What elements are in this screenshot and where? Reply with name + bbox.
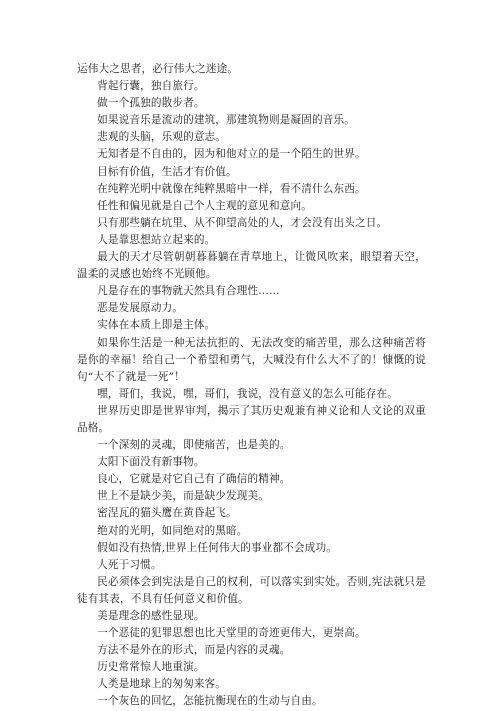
quote-paragraph: 密涅瓦的猫头鹰在黄昏起飞。 xyxy=(97,507,237,520)
quote-paragraph: 嘿，哥们，我说，嘿，哥们，我说，没有意义的怎么可能存在。 xyxy=(97,387,398,400)
quote-paragraph: 绝对的光明，如同绝对的黑暗。 xyxy=(97,524,248,537)
quote-paragraph: 历史常常惊人地重演。 xyxy=(97,661,205,674)
quote-paragraph: 美是理念的感性显现。 xyxy=(97,610,205,622)
quote-paragraph: 悲观的头脑，乐观的意志。 xyxy=(97,131,227,144)
quote-paragraph: 人类是地球上的匆匆来客。 xyxy=(97,678,227,691)
quote-paragraph: 民必须体会到宪法是自己的权利，可以落实到实处。否则,宪法就只是徒有其表，不具有任何意义和价值。 xyxy=(77,575,426,605)
quote-paragraph: 一个恶徒的犯罪思想也比天堂里的奇迹更伟大，更崇高。 xyxy=(97,627,366,640)
quote-paragraph: 目标有价值，生活才有价值。 xyxy=(97,165,237,178)
document-body xyxy=(77,61,426,711)
quote-paragraph: 在纯粹光明中就像在纯粹黑暗中一样，看不清什么东西。 xyxy=(97,182,366,195)
quote-paragraph: 背起行囊，独自旅行。 xyxy=(97,80,205,93)
quote-paragraph: 假如没有热情,世界上任何伟大的事业都不会成功。 xyxy=(97,541,338,554)
quote-paragraph: 最大的天才尽管朝朝暮暮躺在青草地上，让微风吹来，眼望着天空，温柔的灵感也始终不光顾他。 xyxy=(77,251,426,281)
quote-paragraph: 良心，它就是对它自己有了确信的精神。 xyxy=(97,473,291,486)
quote-paragraph: 人死于习惯。 xyxy=(97,558,162,571)
quote-paragraph: 运伟大之思者，必行伟大之迷途。 xyxy=(77,63,239,75)
quote-paragraph: 只有那些躺在坑里、从不仰望高处的人，才会没有出头之日。 xyxy=(97,216,388,229)
quote-paragraph: 无知者是不自由的，因为和他对立的是一个陌生的世界。 xyxy=(97,148,366,161)
quote-paragraph: 人是靠思想站立起来的。 xyxy=(97,233,216,246)
quote-paragraph: 世上不是缺少美，而是缺少发现美。 xyxy=(97,490,270,503)
quote-paragraph: 如果说音乐是流动的建筑，那建筑物则是凝固的音乐。 xyxy=(97,114,355,127)
quote-paragraph: 任性和偏见就是自己个人主观的意见和意向。 xyxy=(97,199,312,212)
quote-paragraph: 一个灰色的回忆，怎能抗衡现在的生动与自由。 xyxy=(97,695,323,708)
quote-paragraph: 世界历史即是世界审判，揭示了其历史观兼有神义论和人文论的双重品格。 xyxy=(77,404,426,434)
quote-paragraph: 恶是发展原动力。 xyxy=(97,302,184,315)
quote-paragraph: 实体在本质上即是主体。 xyxy=(97,319,216,332)
quote-paragraph: 一个深刻的灵魂，即使痛苦，也是美的。 xyxy=(97,439,291,452)
quote-paragraph: 太阳下面没有新事物。 xyxy=(97,456,205,469)
quote-paragraph: 如果你生活是一种无法抗拒的、无法改变的痛苦里，那么这种痛苦将是你的幸福！给自己一个希望和勇气，大喊没有什么大不了的！慷慨的说句“大不了就是一死”！ xyxy=(77,336,426,383)
quote-paragraph: 方法不是外在的形式，而是内容的灵魂。 xyxy=(97,644,291,657)
quote-paragraph: 凡是存在的事物就天然具有合理性…… xyxy=(97,285,280,298)
quote-paragraph: 做一个孤独的散步者。 xyxy=(97,97,205,110)
